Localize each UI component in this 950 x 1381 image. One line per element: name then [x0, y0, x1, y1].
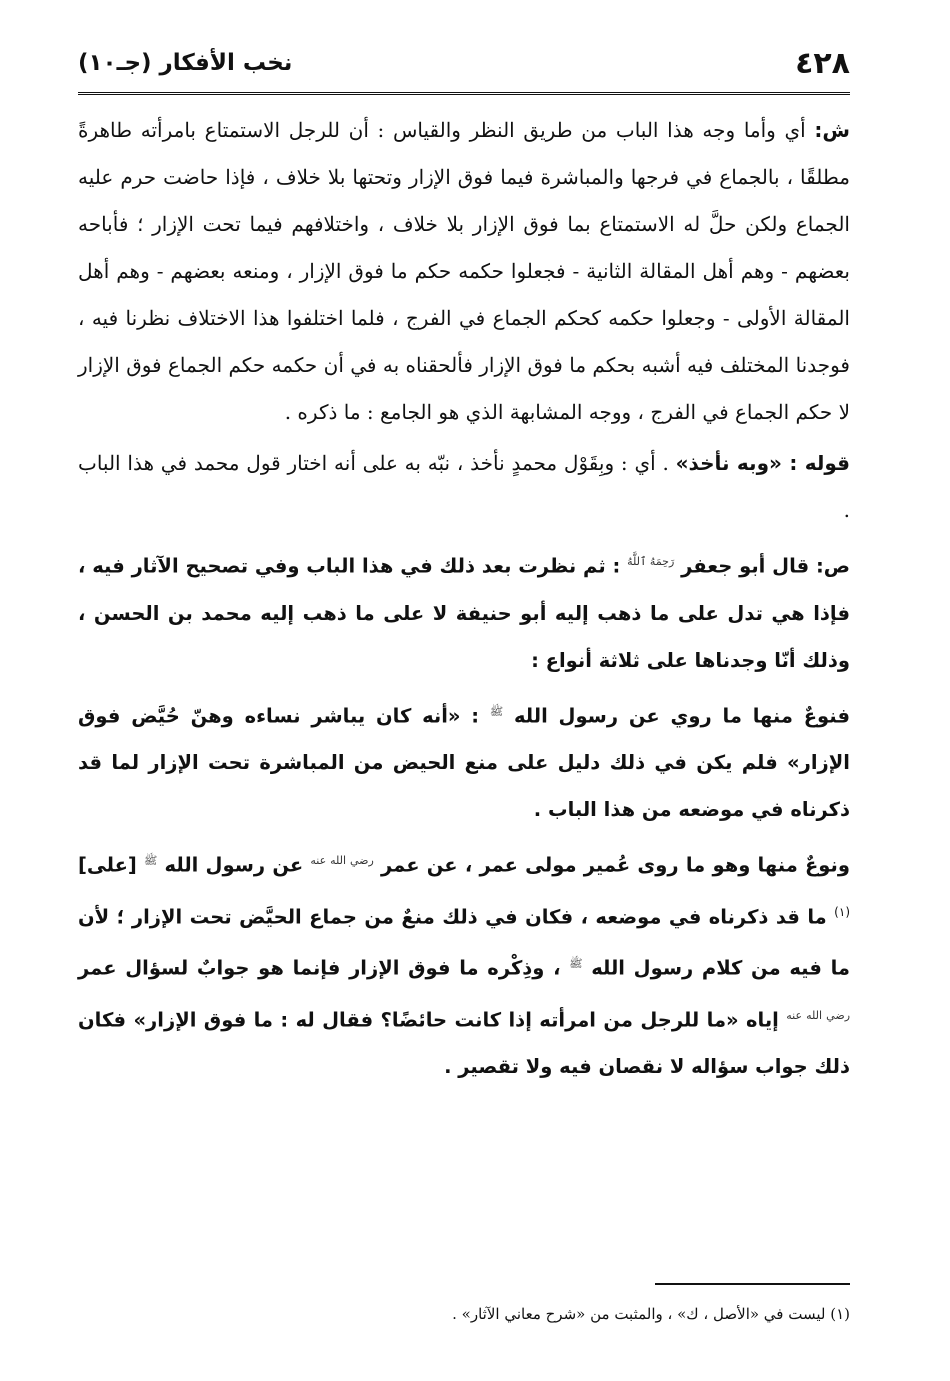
source-text-paragraph — [78, 688, 850, 834]
paragraph-text: ، وذِكْره ما فوق الإزار فإنما هو جوابٌ لسؤال عمر — [78, 956, 570, 980]
source-text-paragraph — [78, 538, 850, 684]
commentary-paragraph — [78, 107, 850, 436]
book-page — [78, 40, 850, 1340]
footnote-reference[interactable]: (١) — [834, 904, 850, 919]
honorific-glyph: ﷺ — [489, 704, 504, 718]
source-text-paragraph — [78, 837, 850, 1090]
page-header — [78, 40, 850, 95]
paragraph-text: عن رسول الله — [157, 853, 311, 877]
paragraph-text: ما قد ذكرناه في موضعه ، فكان في ذلك منعٌ من جماع الحيَّض تحت الإزار ؛ لأن ما فيه من كلام رسول الله — [78, 905, 850, 980]
commentary-paragraph — [78, 440, 850, 534]
paragraph-text: فنوعٌ منها ما روي عن رسول الله — [503, 704, 850, 727]
honorific-glyph: رضي الله عنه — [310, 854, 374, 867]
honorific-glyph: ﷺ — [569, 957, 583, 970]
running-title: نخب الأفكار (جـ١٠) — [78, 50, 293, 76]
source-marker: ص: — [815, 554, 851, 578]
commentary-marker: ش: — [814, 118, 850, 142]
paragraph-text: ونوعٌ منها وهو ما روى عُمير مولى عمر ، عن عمر — [373, 853, 850, 877]
page-body — [78, 107, 850, 1090]
honorific-glyph: رَحِمَهُ ٱللَّهُ — [627, 555, 675, 568]
paragraph-text: إياه «ما للرجل من امرأته إذا كانت حائضًا؟ فقال له : ما فوق الإزار» فكان ذلك جواب سؤاله لا نقصان فيه ولا تقصير . — [78, 1008, 850, 1078]
footnote-divider — [655, 1283, 850, 1285]
paragraph-text: . أي : وبِقَوْل محمدٍ نأخذ ، نبّه به على أنه اختار قول محمد في هذا الباب . — [78, 451, 850, 522]
paragraph-text: أي وأما وجه هذا الباب من طريق النظر والقياس : أن للرجل الاستمتاع بامرأته طاهرةً مطلقًا ، بالجماع في فرجها والمباشرة فيما فوق الإزار وتحتها بلا خلاف ، فإذا حاضت حرم عليه الجماع ولكن حلَّ له الاستمتاع بما فوق الإزار بلا خلاف ، واختلافهم فيما تحت الإزار ؛ فأباحه بعضهم - وهم أهل المقالة الثانية - فجعلوا حكمه حكم ما فوق الإزار ، ومنعه بعضهم - وهم أهل المقالة الأولى - وجعلوا حكمه كحكم الجماع في الفرج ، فلما اختلفوا هذا الاختلاف نظرنا فيه ، فوجدنا المختلف فيه أشبه بحكم ما فوق الإزار فألحقناه به في أن حكمه حكم الجماع فوق الإزار لا حكم الجماع في الفرج ، ووجه المشابهة الذي هو الجامع : ما ذكره . — [78, 118, 850, 424]
paragraph-text: [على] — [78, 853, 145, 877]
footnote: (١) ليست في «الأصل ، ك» ، والمثبت من «شرح معاني الآثار» . — [452, 1305, 850, 1323]
honorific-glyph: رضي الله عنه — [786, 1008, 851, 1022]
quote-lead: قوله : «وبه نأخذ» — [675, 451, 850, 475]
paragraph-text: : ثم نظرت بعد ذلك في هذا الباب وفي تصحيح الآثار فيه ، فإذا هي تدل على ما ذهب إليه أبو حنيفة لا على ما ذهب إليه محمد بن الحسن ، وذلك أنّا وجدناها على ثلاثة أنواع : — [78, 554, 850, 672]
page-number: ٤٢٨ — [795, 46, 850, 81]
paragraph-text: : «أنه كان يباشر نساءه وهنّ حُيَّض فوق الإزار» فلم يكن في ذلك دليل على منع الحيض من المباشرة تحت الإزار لما قد ذكرناه في موضعه من هذا الباب . — [78, 704, 850, 821]
honorific-glyph: ﷺ — [144, 854, 158, 867]
paragraph-text: قال أبو جعفر — [674, 554, 816, 578]
